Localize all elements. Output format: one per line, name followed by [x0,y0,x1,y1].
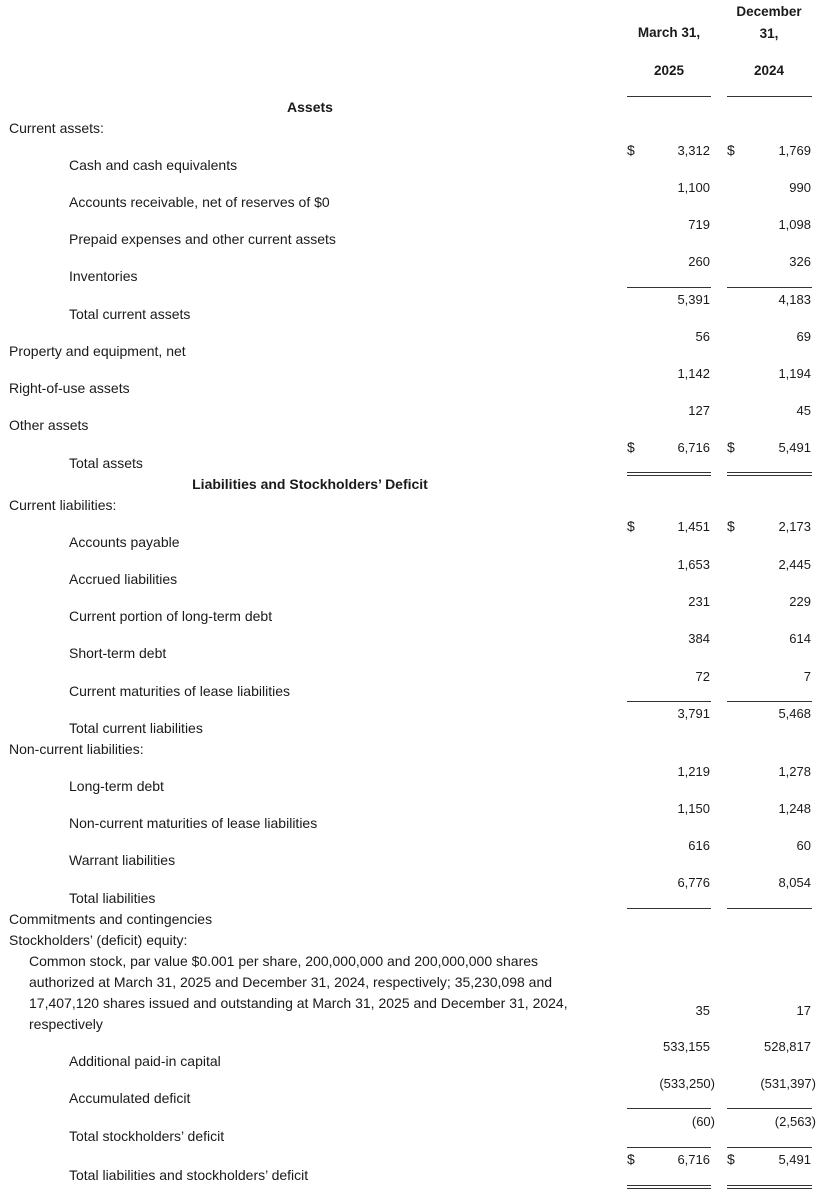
value-2025: 35 [695,1003,710,1018]
section-heading-assets: Assets [287,99,333,115]
subtotal-rule-col1 [627,908,711,909]
row-label-total: Total liabilities [69,890,156,906]
value-2024: 614 [789,631,811,646]
value-2024: (2,563) [774,1114,816,1129]
subtotal-rule-col1 [627,701,711,702]
value-2025: 5,391 [677,292,710,307]
value-2024: 5,491 [778,440,811,455]
total-double-rule-col2 [727,472,812,476]
value-2024: 7 [803,669,811,684]
currency-symbol: $ [627,142,635,158]
row-label: Non-current maturities of lease liabilities [69,815,318,831]
col-header-march-year: 2025 [653,63,685,78]
row-label: Accounts payable [69,534,180,550]
row-label: Inventories [69,268,138,284]
value-2025: 260 [688,254,710,269]
value-2024: 4,183 [778,292,811,307]
total-double-rule-col2 [727,1185,812,1189]
subtotal-rule-col2 [727,1147,812,1148]
subtotal-rule-col2 [727,701,812,702]
subtotal-rule-col1 [627,1147,711,1148]
value-2024: 528,817 [764,1039,811,1054]
subtotal-rule-col2 [727,908,812,909]
value-2024: 990 [789,180,811,195]
value-2025: 1,150 [677,801,710,816]
row-label: Accounts receivable, net of reserves of $0 [69,194,330,210]
col-header-march-line1: March 31, [637,25,701,40]
currency-symbol: $ [727,1151,735,1167]
value-2024: 1,098 [778,217,811,232]
row-label-total: Total current assets [69,306,191,322]
value-2024: 326 [789,254,811,269]
value-2024: 2,173 [778,519,811,534]
row-label: Right-of-use assets [9,380,130,396]
row-label-total: Total current liabilities [69,720,203,736]
row-label: Current maturities of lease liabilities [69,683,290,699]
row-label-total: Total assets [69,455,143,471]
col-header-december-line2: 31, [759,26,779,41]
subtotal-rule-col2 [727,1108,812,1109]
row-label: Property and equipment, net [9,343,186,359]
value-2025: (60) [691,1114,715,1129]
value-2025: 6,716 [677,440,710,455]
value-2024: 1,769 [778,143,811,158]
currency-symbol: $ [727,439,735,455]
currency-symbol: $ [627,439,635,455]
value-2025: 127 [688,403,710,418]
total-double-rule-col1 [627,472,711,476]
value-2024: 2,445 [778,557,811,572]
value-2024: 45 [796,403,811,418]
group-label-equity: Stockholders’ (deficit) equity: [9,932,188,948]
row-label-total: Total liabilities and stockholders’ deficit [69,1167,309,1183]
value-2025: 1,653 [677,557,710,572]
value-2024: 1,194 [778,366,811,381]
section-heading-liabilities: Liabilities and Stockholders’ Deficit [192,476,428,492]
value-2025: 231 [688,594,710,609]
row-label: Other assets [9,417,89,433]
header-rule-col2 [727,96,812,97]
col-header-december-year: 2024 [753,63,785,78]
value-2025: 616 [688,838,710,853]
value-2024: 229 [789,594,811,609]
value-2024: 17 [796,1003,811,1018]
value-2024: 60 [796,838,811,853]
total-double-rule-col1 [627,1185,711,1189]
value-2025: 1,142 [677,366,710,381]
value-2025: 384 [688,631,710,646]
subtotal-rule-col2 [727,287,812,288]
subtotal-rule-col1 [627,287,711,288]
value-2024: (531,397) [760,1076,816,1091]
value-2025: 56 [695,329,710,344]
value-2024: 1,278 [778,764,811,779]
currency-symbol: $ [727,518,735,534]
group-label-noncurrent-liabilities: Non-current liabilities: [9,741,144,757]
row-label: Prepaid expenses and other current assets [69,231,336,247]
subtotal-rule-col1 [627,1108,711,1109]
value-2025: 1,219 [677,764,710,779]
row-label-total: Total stockholders’ deficit [69,1128,225,1144]
value-2024: 69 [796,329,811,344]
row-label: Cash and cash equivalents [69,157,238,173]
row-label: Accrued liabilities [69,571,178,587]
currency-symbol: $ [627,1151,635,1167]
value-2025: 3,791 [677,706,710,721]
row-label: Additional paid-in capital [69,1053,221,1069]
value-2024: 8,054 [778,875,811,890]
row-label-common-stock: Common stock, par value $0.001 per share, 200,000,000 and 200,000,000 shares authorized at March 31, 2025 and December 31, 2024, respectively; 35,230,098 and 17,407,120 shares issued and outstanding at March 31, 2025 and December 31, 2024, respectively [29,953,568,1032]
value-2025: 719 [688,217,710,232]
row-label: Long-term debt [69,778,164,794]
value-2025: 533,155 [663,1039,710,1054]
row-label: Accumulated deficit [69,1090,191,1106]
value-2025: 6,716 [677,1152,710,1167]
value-2024: 1,248 [778,801,811,816]
col-header-december-line1: December [736,4,802,19]
row-label: Short-term debt [69,645,167,661]
value-2025: (533,250) [659,1076,715,1091]
value-2025: 3,312 [677,143,710,158]
row-label: Current portion of long-term debt [69,608,273,624]
currency-symbol: $ [727,142,735,158]
header-rule-col1 [627,96,711,97]
commitments-label: Commitments and contingencies [9,911,213,927]
value-2024: 5,491 [778,1152,811,1167]
value-2025: 72 [695,669,710,684]
group-label-current-assets: Current assets: [9,120,104,136]
row-label: Warrant liabilities [69,852,176,868]
value-2024: 5,468 [778,706,811,721]
value-2025: 6,776 [677,875,710,890]
value-2025: 1,451 [677,519,710,534]
value-2025: 1,100 [677,180,710,195]
currency-symbol: $ [627,518,635,534]
group-label-current-liabilities: Current liabilities: [9,497,117,513]
